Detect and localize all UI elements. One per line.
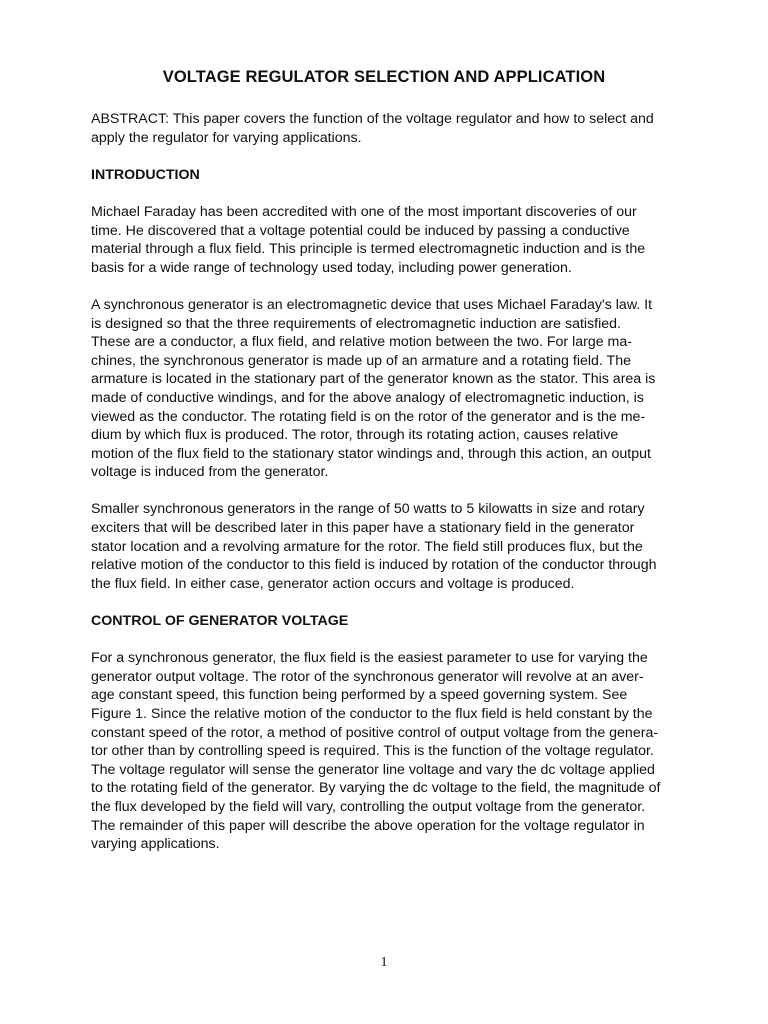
text-line: Michael Faraday has been accredited with one of the most important discoveries of our: [91, 203, 637, 220]
document-body: [91, 110, 703, 854]
text-line: material through a flux field. This principle is termed electromagnetic induction and is the: [91, 241, 646, 258]
section-heading-control: CONTROL OF GENERATOR VOLTAGE: [91, 613, 349, 630]
intro-paragraph-2: [91, 296, 703, 482]
text-line: The remainder of this paper will describe the above operation for the voltage regulator in: [91, 817, 645, 834]
text-line: voltage is induced from the generator.: [91, 464, 329, 481]
page-number: 1: [380, 955, 388, 970]
text-line: chines, the synchronous generator is made up of an armature and a rotating field. The: [91, 352, 631, 369]
text-line: motion of the flux field to the stationary stator windings and, through this action, an output: [91, 445, 651, 462]
text-line: the flux field. In either case, generator action occurs and voltage is produced.: [91, 575, 575, 592]
text-line: tor other than by controlling speed is required. This is the function of the voltage regulator.: [91, 743, 654, 760]
text-line: the flux developed by the field will vary, controlling the output voltage from the generator.: [91, 798, 646, 815]
text-line: Smaller synchronous generators in the range of 50 watts to 5 kilowatts in size and rotary: [91, 501, 645, 518]
text-line: Figure 1. Since the relative motion of the conductor to the flux field is held constant by the: [91, 706, 653, 722]
text-line: relative motion of the conductor to this field is induced by rotation of the conductor through: [91, 557, 657, 574]
text-line: basis for a wide range of technology used today, including power generation.: [91, 259, 572, 276]
intro-paragraph-3: [91, 500, 703, 593]
text-line: apply the regulator for varying applications.: [91, 129, 362, 146]
control-paragraph-1: [91, 649, 703, 854]
text-line: to the rotating field of the generator. By varying the dc voltage to the field, the magnitude of: [91, 780, 661, 797]
text-line: The voltage regulator will sense the generator line voltage and vary the dc voltage applied: [91, 761, 655, 778]
text-line: is designed so that the three requirements of electromagnetic induction are satisfied.: [91, 315, 621, 332]
section-heading-introduction: INTRODUCTION: [91, 166, 200, 183]
text-line: age constant speed, this function being performed by a speed governing system. See: [91, 687, 628, 704]
text-line: ABSTRACT: This paper covers the function of the voltage regulator and how to select and: [91, 111, 654, 127]
page-title: VOLTAGE REGULATOR SELECTION AND APPLICATION: [162, 68, 606, 86]
text-line: generator output voltage. The rotor of the synchronous generator will revolve at an aver-: [91, 668, 644, 685]
text-line: These are a conductor, a flux field, and relative motion between the two. For large ma-: [91, 334, 632, 351]
text-line: time. He discovered that a voltage potential could be induced by passing a conductive: [91, 222, 630, 239]
text-line: A synchronous generator is an electromagnetic device that uses Michael Faraday's law. It: [91, 296, 653, 313]
intro-paragraph-1: [91, 203, 703, 277]
text-line: For a synchronous generator, the flux field is the easiest parameter to use for varying the: [91, 650, 648, 667]
text-line: constant speed of the rotor, a method of positive control of output voltage from the genera-: [91, 724, 659, 741]
text-line: viewed as the conductor. The rotating field is on the rotor of the generator and is the me-: [91, 408, 646, 425]
text-line: armature is located in the stationary part of the generator known as the stator. This area is: [91, 371, 656, 388]
text-line: made of conductive windings, and for the above analogy of electromagnetic induction, is: [91, 389, 644, 406]
text-line: stator location and a revolving armature for the rotor. The field still produces flux, but the: [91, 538, 643, 555]
text-line: exciters that will be described later in this paper have a stationary field in the generator: [91, 520, 635, 537]
abstract-paragraph: [91, 110, 703, 147]
text-line: varying applications.: [91, 836, 220, 853]
text-line: dium by which flux is produced. The rotor, through its rotating action, causes relative: [91, 427, 619, 444]
